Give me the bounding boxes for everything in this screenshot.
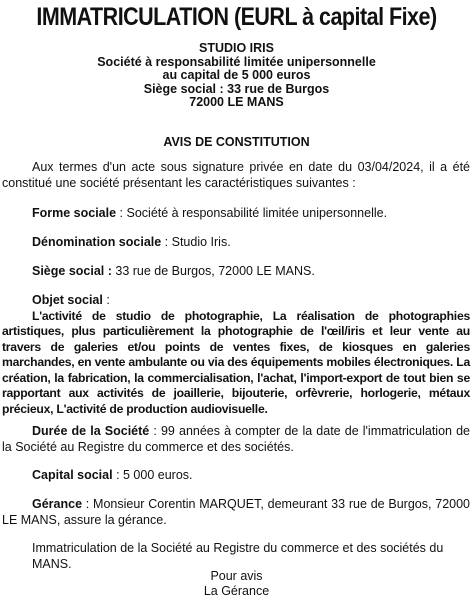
denomination-paragraph <box>2 235 470 251</box>
duree-paragraph <box>2 424 470 455</box>
signature-line2: La Gérance <box>203 584 270 598</box>
gerance-value: : Monsieur Corentin MARQUET, demeurant 33 rue de Burgos, 72000 LE MANS, assure la gérance. <box>2 497 470 527</box>
intro-text: Aux termes d'un acte sous signature privée en date du 03/04/2024, il a été constitué une société présentant les caractéristiques suivantes : <box>2 160 470 190</box>
closing-paragraph <box>2 541 470 572</box>
capital-paragraph <box>2 468 470 484</box>
signature-block <box>0 569 473 599</box>
objet-paragraph <box>2 293 470 417</box>
company-capital: au capital de 5 000 euros <box>162 68 311 82</box>
capital-label: Capital social <box>32 468 113 482</box>
company-name: STUDIO IRIS <box>198 41 274 55</box>
siege-label: Siège social : <box>32 264 112 278</box>
company-header <box>0 42 473 110</box>
siege-value: 33 rue de Burgos, 72000 LE MANS. <box>111 264 315 278</box>
company-address: Siège social : 33 rue de Burgos <box>143 81 330 96</box>
forme-value: : Société à responsabilité limitée unipersonnelle. <box>116 206 388 220</box>
objet-text: L'activité de studio de photographie, La réalisation de photographies artistiques, plus particulièrement la photographie de l'œil/iris et leur vente au travers de galeries et/ou points de ventes fixes, de kiosques en galeries marchandes, en vente ambulante ou via des équipements mobiles électroniques. La création, la fabrication, la commercialisation, l'achat, l'import-export de tout bien se rapportant aux activités de joaillerie, bijouterie, orfèvrerie, horlogerie, métaux précieux, L'activité de production audiovisuelle. <box>2 308 470 416</box>
gerance-label: Gérance <box>32 497 83 511</box>
denomination-label: Dénomination sociale <box>32 235 162 249</box>
denomination-value: : Studio Iris. <box>161 235 231 249</box>
capital-value: : 5 000 euros. <box>112 468 193 482</box>
signature-line1: Pour avis <box>210 569 263 583</box>
notice-title: IMMATRICULATION (EURL à capital Fixe) <box>36 3 437 31</box>
duree-value: : 99 années à compter de la date de l'immatriculation de la Société au Registre du commerce et des sociétés. <box>2 424 471 454</box>
forme-label: Forme sociale <box>32 206 117 220</box>
closing-text: Immatriculation de la Société au Registre du commerce et des sociétés du MANS. <box>32 541 444 571</box>
company-form: Société à responsabilité limitée unipersonnelle <box>97 54 376 69</box>
objet-label: Objet social <box>32 293 103 307</box>
siege-paragraph <box>2 264 470 280</box>
company-city: 72000 LE MANS <box>189 95 284 109</box>
gerance-paragraph <box>2 497 470 528</box>
forme-paragraph <box>2 206 470 222</box>
avis-title: AVIS DE CONSTITUTION <box>163 135 310 149</box>
objet-suffix: : <box>102 293 110 307</box>
duree-label: Durée de la Société <box>32 424 150 438</box>
intro-paragraph <box>2 160 470 191</box>
